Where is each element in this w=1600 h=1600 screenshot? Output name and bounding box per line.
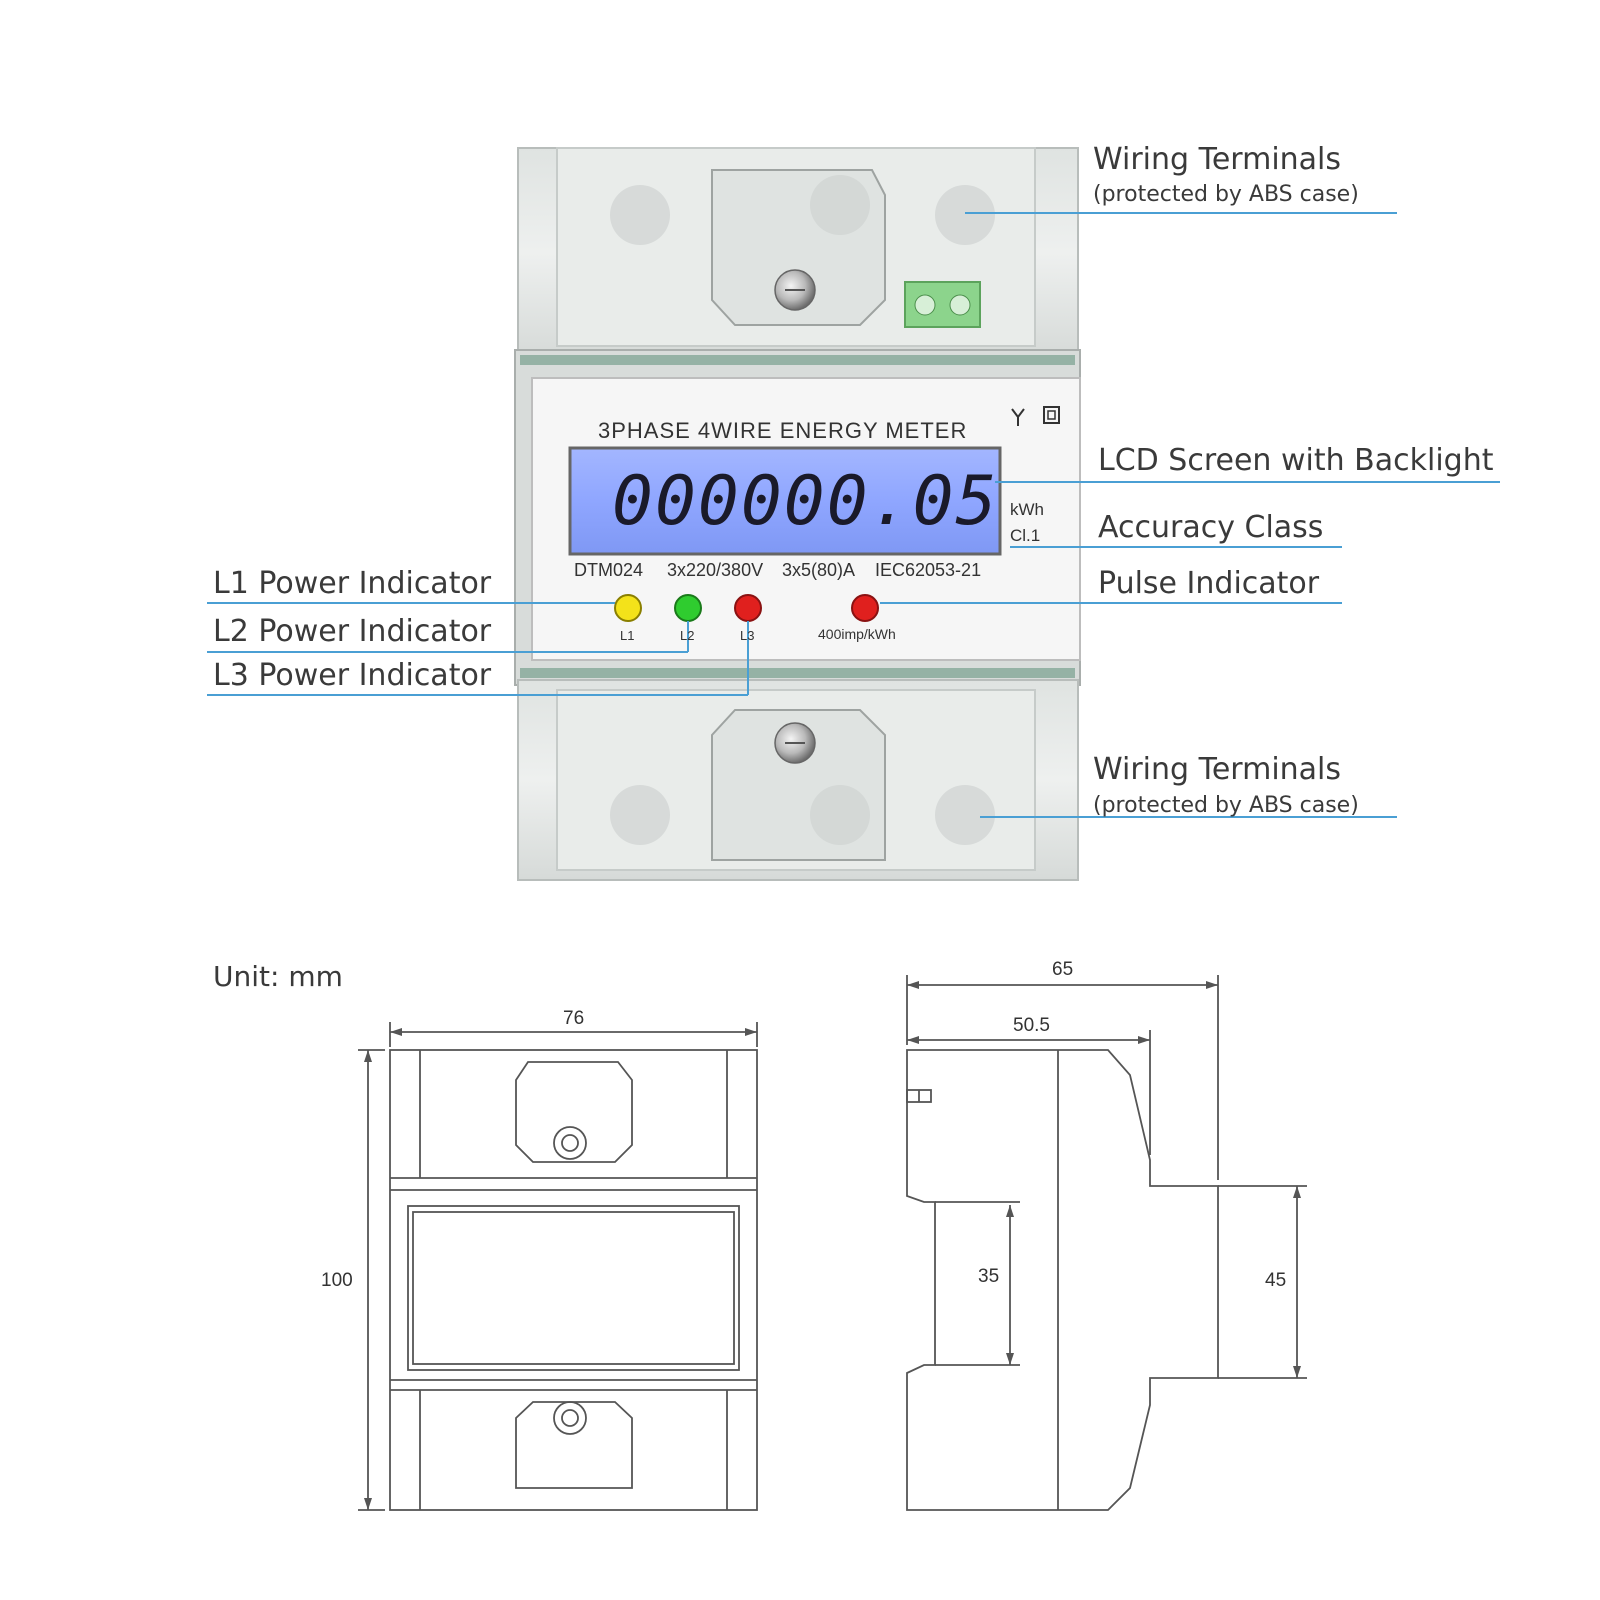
- callout-pulse: Pulse Indicator: [1098, 566, 1320, 601]
- led-pulse: [852, 595, 878, 621]
- callout-wiring-bottom-sub: (protected by ABS case): [1093, 793, 1359, 818]
- dimension-drawings: [0, 900, 1600, 1600]
- unit-label: Unit: mm: [213, 960, 343, 993]
- dim-side-depth-total: 65: [1052, 959, 1074, 980]
- led-label-l1: L1: [620, 628, 635, 643]
- led-l3: [735, 595, 761, 621]
- callout-wiring-top-sub: (protected by ABS case): [1093, 182, 1359, 207]
- led-label-l3: L3: [740, 628, 755, 643]
- current-label: 3x5(80)A: [782, 560, 856, 580]
- callout-lcd: LCD Screen with Backlight: [1098, 443, 1494, 478]
- lcd-unit: kWh: [1010, 500, 1044, 519]
- callout-accuracy: Accuracy Class: [1098, 510, 1324, 545]
- led-l1: [615, 595, 641, 621]
- callout-wiring-bottom: Wiring Terminals: [1093, 752, 1342, 787]
- side-view-outline: [907, 1050, 1218, 1510]
- callout-l1: L1 Power Indicator: [213, 566, 492, 601]
- front-view-outline: [390, 1050, 757, 1510]
- dim-side-depth-front: 50.5: [1013, 1015, 1050, 1036]
- led-label-l2: L2: [680, 628, 695, 643]
- top-terminal-cover: [518, 148, 1078, 358]
- meter-title: 3PHASE 4WIRE ENERGY METER: [598, 418, 968, 443]
- callout-l3: L3 Power Indicator: [213, 658, 492, 693]
- dim-front-height: 100: [321, 1270, 353, 1291]
- dim-front-face-height: 45: [1265, 1270, 1287, 1291]
- voltage-label: 3x220/380V: [667, 560, 764, 580]
- led-l2: [675, 595, 701, 621]
- model-label: DTM024: [574, 560, 644, 580]
- accuracy-class-label: Cl.1: [1010, 526, 1041, 545]
- dim-front-width: 76: [563, 1008, 585, 1029]
- lcd-reading: 000000.05: [612, 462, 999, 541]
- bottom-terminal-cover: [518, 680, 1078, 880]
- pulse-rate-label: 400imp/kWh: [818, 626, 896, 642]
- dim-din-rail: 35: [978, 1266, 1000, 1287]
- callout-l2: L2 Power Indicator: [213, 614, 492, 649]
- callout-wiring-top: Wiring Terminals: [1093, 142, 1342, 177]
- standard-label: IEC62053-21: [875, 560, 982, 580]
